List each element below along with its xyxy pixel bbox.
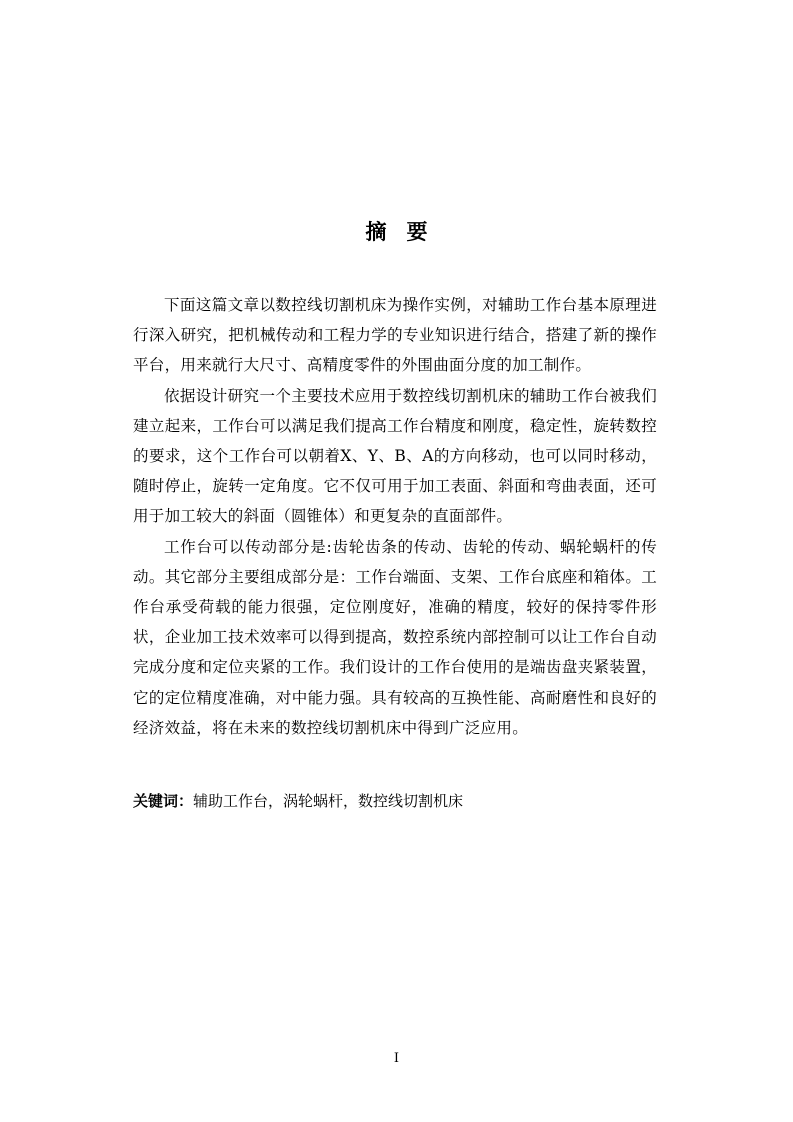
keywords-text: 辅助工作台，涡轮蜗杆，数控线切割机床 [193, 792, 464, 810]
abstract-body [133, 290, 657, 743]
abstract-paragraph-3: 工作台可以传动部分是:齿轮齿条的传动、齿轮的传动、蜗轮蜗杆的传动。其它部分主要组成部分是：工作台端面、支架、工作台底座和箱体。工作台承受荷载的能力很强，定位刚度好，准确的精度，较好的保持零件形状，企业加工技术效率可以得到提高，数控系统内部控制可以让工作台自动完成分度和定位夹紧的工作。我们设计的工作台使用的是端齿盘夹紧装置，它的定位精度准确，对中能力强。具有较高的互换性能、高耐磨性和良好的经济效益，将在未来的数控线切割机床中得到广泛应用。 [133, 537, 657, 737]
keywords-line [133, 786, 657, 816]
abstract-title: 摘要 [365, 220, 448, 244]
abstract-paragraph-2: 依据设计研究一个主要技术应用于数控线切割机床的辅助工作台被我们建立起来，工作台可以满足我们提高工作台精度和刚度，稳定性，旋转数控的要求，这个工作台可以朝着X、Y、B、A的方向移动，也可以同时移动，随时停止，旋转一定角度。它不仅可用于加工表面、斜面和弯曲表面，还可用于加工较大的斜面（圆锥体）和更复杂的直面部件。 [133, 386, 657, 526]
abstract-paragraph-1: 下面这篇文章以数控线切割机床为操作实例，对辅助工作台基本原理进行深入研究，把机械传动和工程力学的专业知识进行结合，搭建了新的操作平台，用来就行大尺寸、高精度零件的外围曲面分度的加工制作。 [133, 296, 657, 375]
keywords-label: 关键词： [133, 792, 194, 810]
page-number: I [393, 1051, 400, 1066]
